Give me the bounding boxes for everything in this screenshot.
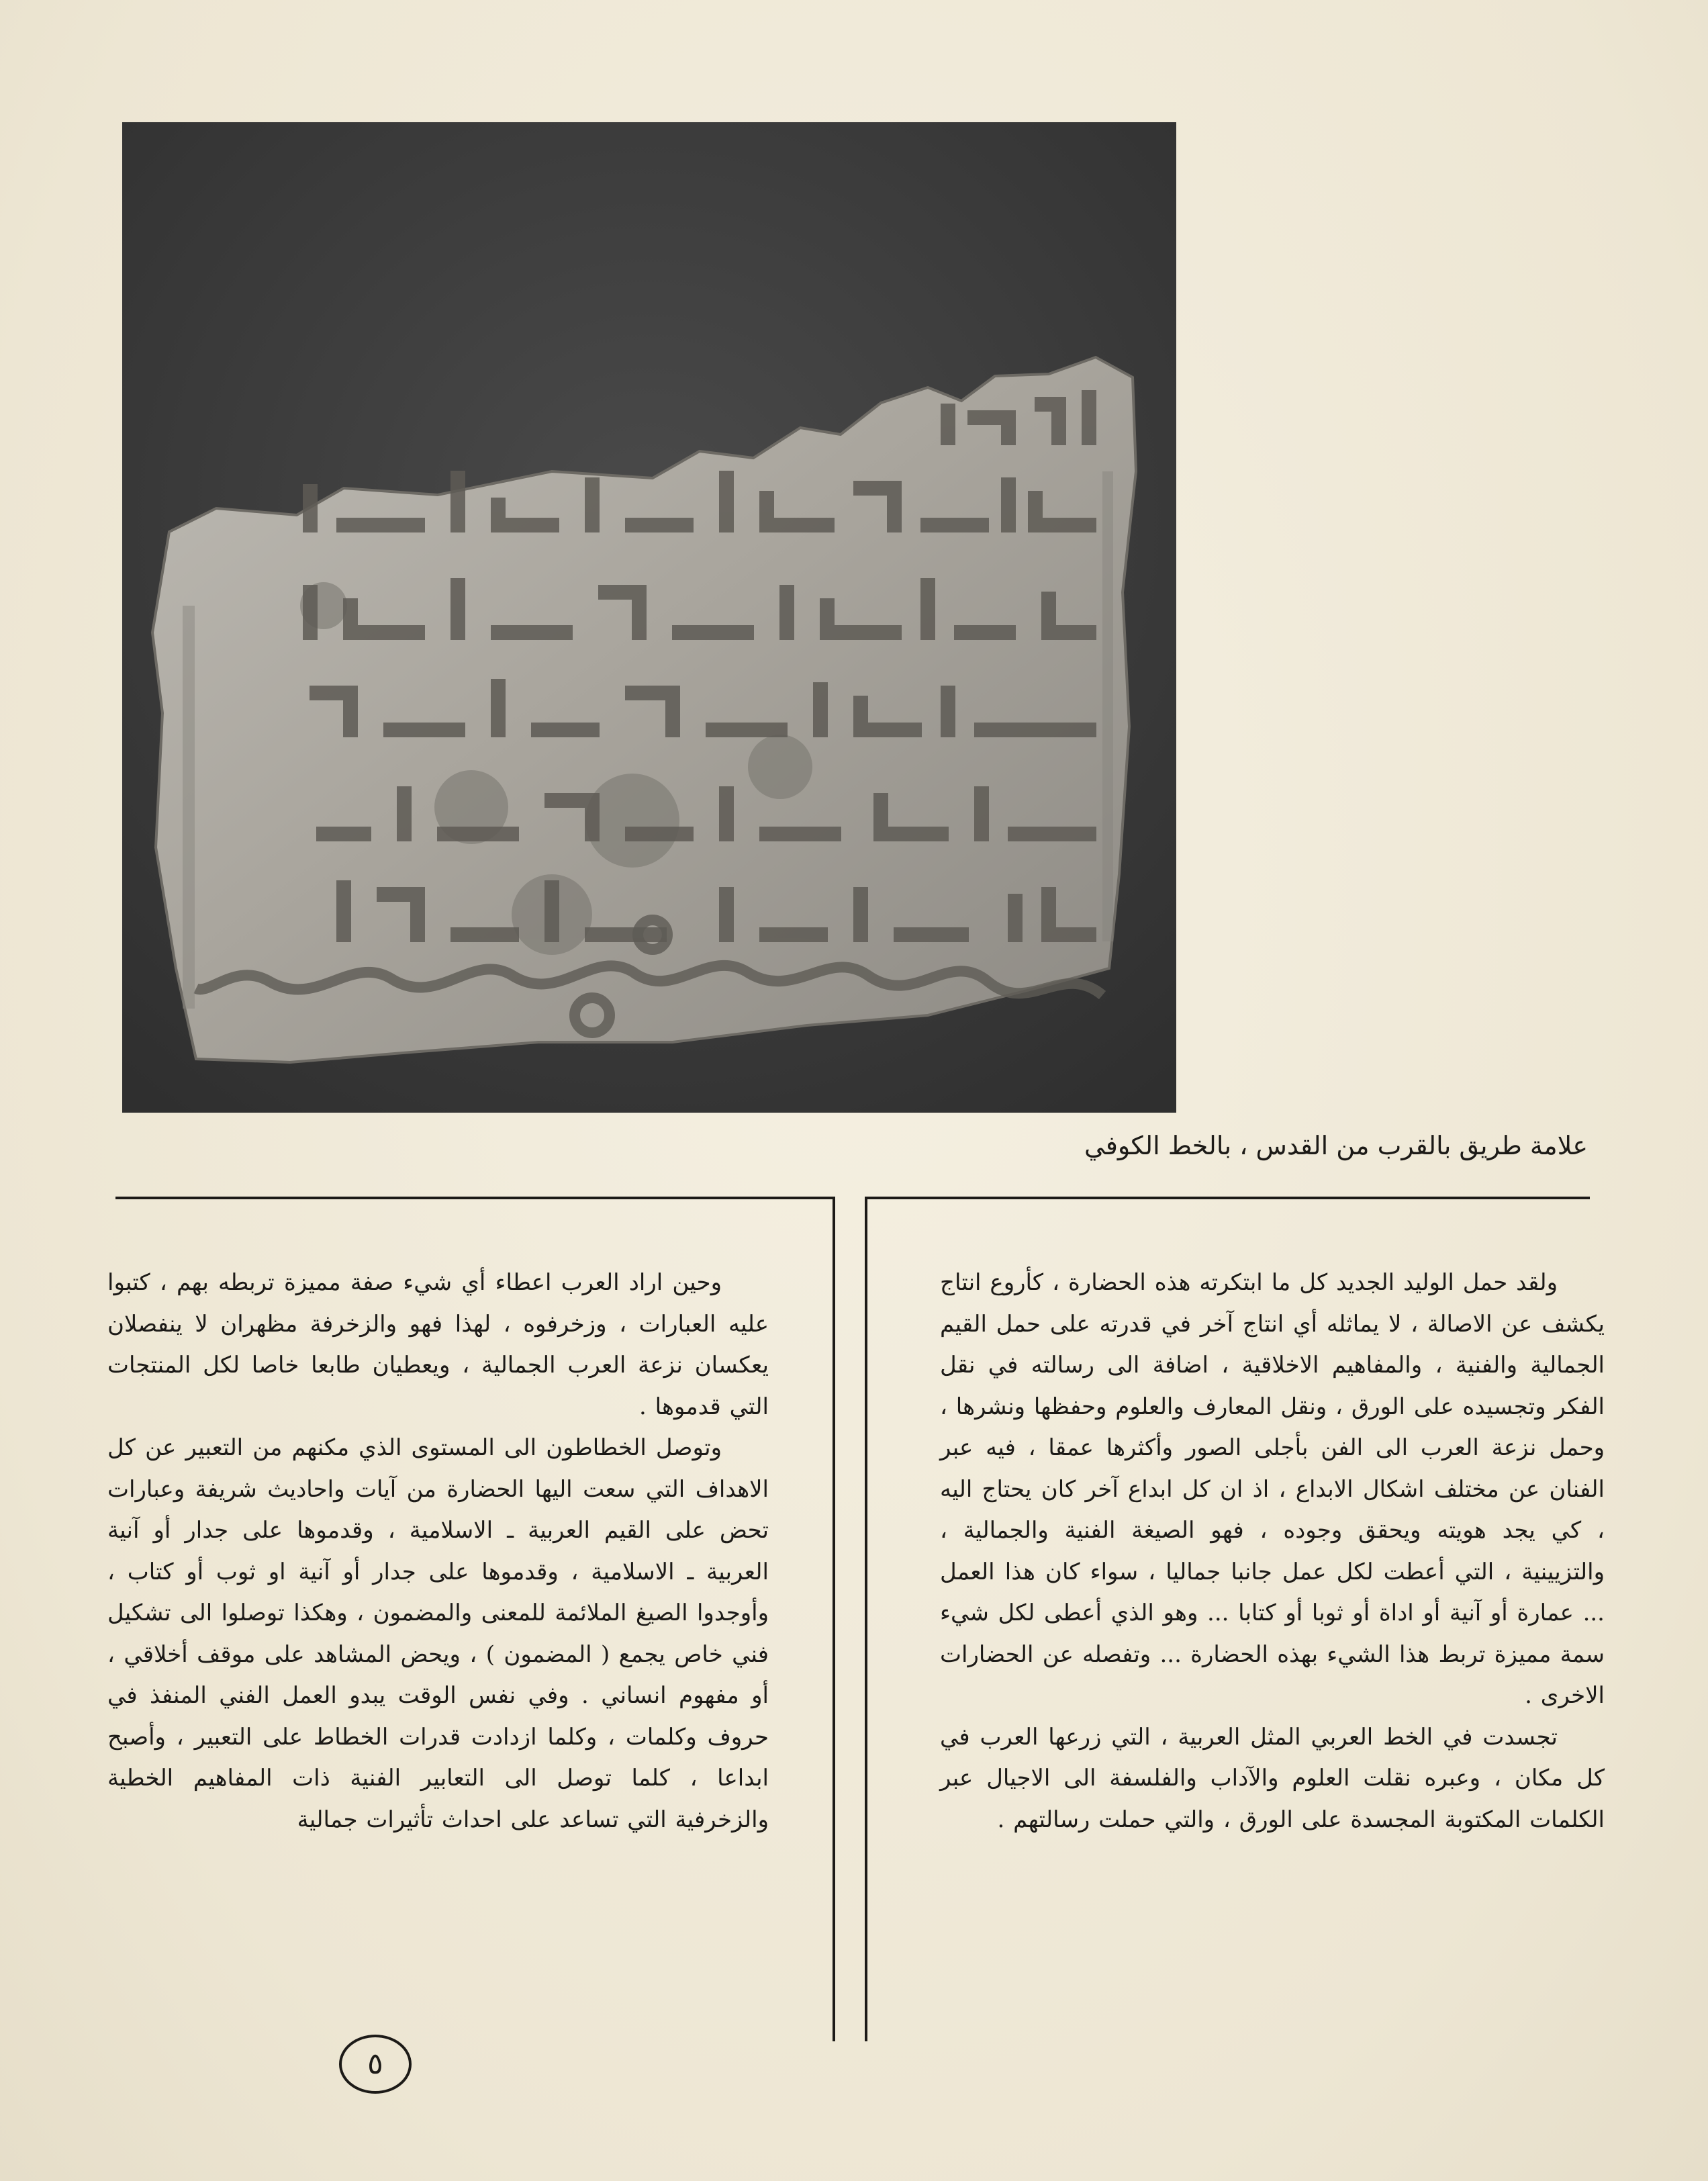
inscribed-stone-image (122, 122, 1176, 1113)
top-rule-left (115, 1197, 835, 1199)
page-number: ٥ (339, 2035, 412, 2094)
column-divider-right (865, 1197, 867, 2041)
photo-caption: علامة طريق بالقرب من القدس ، بالخط الكوفي (1084, 1131, 1588, 1160)
paragraph: وتوصل الخطاطون الى المستوى الذي مكنهم من التعبير عن كل الاهداف التي سعت اليها الحضارة من آيات واحاديث شريفة وعبارات تحض على القيم العربية ـ الاسلامية ، وقدموها على جدار أو آنية العربية ـ الاسلامية ، وقدموها على جدار أو آنية او ثوب أو كتاب ، وأوجدوا الصيغ الملائمة للمعنى والمضمون ، وهكذا توصلوا الى تشكيل فني خاص يجمع ( المضمون ) ، ويحض المشاهد على موقف أخلاقي ، أو مفهوم انساني . وفي نفس الوقت يبدو العمل الفني المنفذ في حروف وكلمات ، وكلما ازدادت قدرات الخطاط على التعبير ، وأصبح ابداعا ، كلما توصل الى التعابير الفنية ذات المفاهيم الخطية والزخرفية التي تساعد على احداث تأثيرات جمالية (107, 1434, 769, 1833)
kufic-stone-photograph (122, 122, 1176, 1113)
top-rule-right (865, 1197, 1590, 1199)
article-column-left (107, 1262, 769, 1841)
paragraph: تجسدت في الخط العربي المثل العربية ، التي زرعها العرب في كل مكان ، وعبره نقلت العلوم والآداب والفلسفة الى الاجيال عبر الكلمات المكتوبة المجسدة على الورق ، والتي حملت رسالتهم . (940, 1723, 1605, 1833)
paragraph: ولقد حمل الوليد الجديد كل ما ابتكرته هذه الحضارة ، كأروع انتاج يكشف عن الاصالة ، لا يماثله أي انتاج آخر في قدرته على حمل القيم الجمالية والفنية ، والمفاهيم الاخلاقية ، اضافة الى رسالته في نقل الفكر وتجسيده على الورق ، ونقل المعارف والعلوم وحفظها ونشرها ، وحمل نزعة العرب الى الفن بأجلى الصور وأكثرها عمقا ، فيه عبر الفنان عن مختلف اشكال الابداع ، اذ ان كل ابداع آخر كان يحتاج اليه ، كي يجد هويته ويحقق وجوده ، فهو الصيغة الفنية والجمالية ، والتزيينية ، التي أعطت لكل عمل جانبا جماليا ، سواء كان هذا العمل ... عمارة أو آنية أو اداة أو ثوبا أو كتابا ... وهو الذي أعطى لكل شيء سمة مميزة تربط هذا الشيء بهذه الحضارة ... وتفصله عن الحضارات الاخرى . (940, 1269, 1605, 1709)
column-divider-left (833, 1197, 835, 2041)
paragraph: وحين اراد العرب اعطاء أي شيء صفة مميزة تربطه بهم ، كتبوا عليه العبارات ، وزخرفوه ، لهذا فهو والزخرفة مظهران لا ينفصلان يعكسان نزعة العرب الجمالية ، ويعطيان طابعا خاصا لكل المنتجات التي قدموها . (107, 1269, 769, 1420)
article-column-right (940, 1262, 1605, 1841)
